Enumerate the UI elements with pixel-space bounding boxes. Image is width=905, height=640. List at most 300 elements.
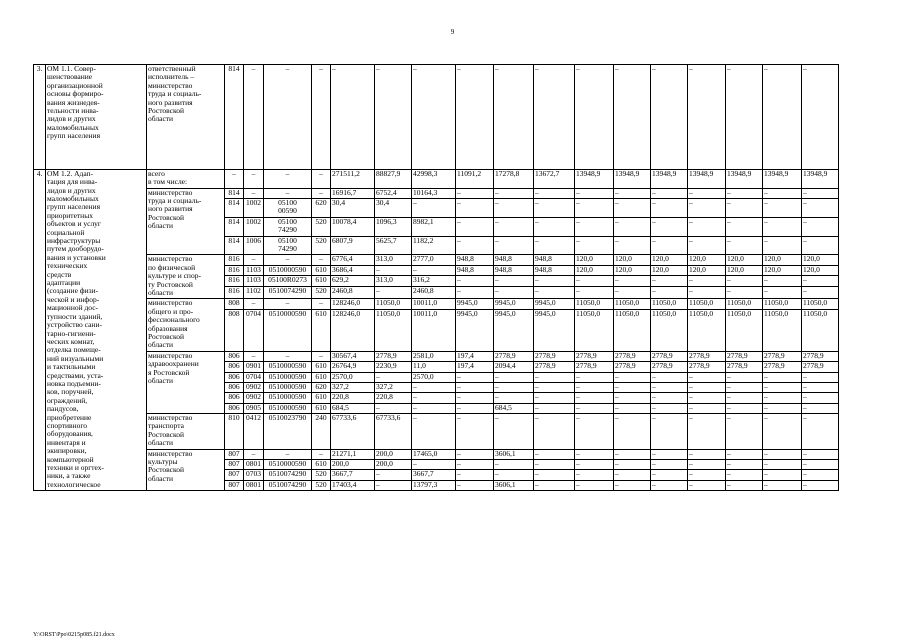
amount-cell: 128246,0 — [331, 309, 375, 351]
amount-cell: 88827,9 — [375, 169, 412, 188]
code-cell: 0510023790 — [264, 414, 312, 450]
amount-cell: – — [375, 372, 412, 382]
code-cell: 0703 — [244, 470, 264, 480]
executor-name: всего в том числе: — [147, 169, 225, 188]
code-cell: 816 — [225, 276, 244, 286]
amount-cell: 120,0 — [802, 265, 839, 275]
amount-cell: – — [575, 393, 614, 403]
amount-cell: – — [802, 382, 839, 392]
amount-cell: – — [614, 65, 651, 170]
amount-cell: 11050,0 — [375, 309, 412, 351]
amount-cell: 6752,4 — [375, 188, 412, 198]
amount-cell: 2778,9 — [802, 362, 839, 372]
amount-cell: 2778,9 — [534, 351, 575, 361]
code-cell: – — [264, 188, 312, 198]
amount-cell: – — [726, 470, 763, 480]
table-row — [34, 65, 876, 170]
amount-cell: – — [575, 470, 614, 480]
amount-cell: – — [494, 414, 534, 450]
amount-cell: – — [802, 414, 839, 450]
amount-cell: 629,2 — [331, 276, 375, 286]
code-cell: 806 — [225, 372, 244, 382]
amount-cell: 120,0 — [651, 255, 688, 265]
amount-cell: 11050,0 — [763, 309, 802, 351]
amount-cell: – — [494, 393, 534, 403]
code-cell: 0801 — [244, 480, 264, 490]
amount-cell: 948,8 — [456, 255, 494, 265]
code-cell: 0510000590 — [264, 393, 312, 403]
amount-cell: – — [575, 449, 614, 459]
code-cell: 808 — [225, 299, 244, 309]
code-cell: 520 — [312, 217, 331, 236]
amount-cell: – — [331, 65, 375, 170]
amount-cell: – — [575, 188, 614, 198]
amount-cell: – — [494, 460, 534, 470]
amount-cell: – — [763, 393, 802, 403]
table-row — [34, 188, 876, 198]
amount-cell: – — [688, 449, 726, 459]
amount-cell: 11050,0 — [651, 309, 688, 351]
amount-cell: – — [802, 372, 839, 382]
code-cell: 0704 — [244, 372, 264, 382]
amount-cell: – — [456, 236, 494, 255]
amount-cell: 2778,9 — [763, 351, 802, 361]
amount-cell: – — [375, 286, 412, 299]
amount-cell: – — [456, 393, 494, 403]
code-cell: 807 — [225, 470, 244, 480]
amount-cell: – — [726, 460, 763, 470]
code-cell: 1006 — [244, 236, 264, 255]
amount-cell: – — [802, 198, 839, 217]
code-cell: 806 — [225, 362, 244, 372]
amount-cell: 13948,9 — [614, 169, 651, 188]
amount-cell: 9945,0 — [456, 309, 494, 351]
amount-cell: – — [375, 265, 412, 275]
amount-cell: 2570,0 — [412, 372, 456, 382]
code-cell: 610 — [312, 265, 331, 275]
code-cell: 810 — [225, 414, 244, 450]
code-cell: 620 — [312, 198, 331, 217]
amount-cell: – — [575, 198, 614, 217]
amount-cell: – — [688, 65, 726, 170]
amount-cell: 313,0 — [375, 276, 412, 286]
code-cell: 610 — [312, 372, 331, 382]
amount-cell: – — [534, 276, 575, 286]
measure-name: ОМ 1.1. Совер- шенствование организационной основы формиро- вания жизнедея- тельности инва- лидов и других маломобильных групп населения — [46, 65, 147, 170]
amount-cell: 3606,1 — [494, 449, 534, 459]
amount-cell: 67733,6 — [375, 414, 412, 450]
code-cell: 806 — [225, 393, 244, 403]
amount-cell: – — [688, 393, 726, 403]
row-number: 4. — [34, 169, 46, 490]
amount-cell: 684,5 — [331, 403, 375, 413]
amount-cell: – — [763, 188, 802, 198]
executor-name: министерство культуры Ростовской области — [147, 449, 225, 491]
amount-cell: – — [534, 393, 575, 403]
amount-cell: – — [575, 480, 614, 490]
amount-cell: 327,2 — [375, 382, 412, 392]
amount-cell: 120,0 — [726, 265, 763, 275]
code-cell: 0510000590 — [264, 403, 312, 413]
code-cell: – — [312, 255, 331, 265]
amount-cell: – — [651, 393, 688, 403]
amount-cell: – — [534, 382, 575, 392]
amount-cell: – — [534, 198, 575, 217]
amount-cell: – — [802, 188, 839, 198]
amount-cell: – — [534, 65, 575, 170]
amount-cell: – — [456, 188, 494, 198]
code-cell: 0801 — [244, 460, 264, 470]
amount-cell: 13672,7 — [534, 169, 575, 188]
code-cell: – — [244, 351, 264, 361]
amount-cell: 2778,9 — [494, 351, 534, 361]
amount-cell: – — [614, 382, 651, 392]
amount-cell: 327,2 — [331, 382, 375, 392]
amount-cell: – — [651, 372, 688, 382]
amount-cell: – — [726, 403, 763, 413]
code-cell: 816 — [225, 286, 244, 299]
amount-cell: 10164,3 — [412, 188, 456, 198]
amount-cell: – — [802, 236, 839, 255]
code-cell: – — [244, 169, 264, 188]
amount-cell: 313,0 — [375, 255, 412, 265]
amount-cell: 30,4 — [375, 198, 412, 217]
amount-cell: 6776,4 — [331, 255, 375, 265]
code-cell: – — [312, 188, 331, 198]
code-cell: 0510074290 — [264, 480, 312, 490]
amount-cell: – — [375, 65, 412, 170]
table-body — [34, 65, 876, 491]
amount-cell: – — [614, 372, 651, 382]
code-cell: – — [244, 65, 264, 170]
amount-cell: – — [456, 276, 494, 286]
code-cell: 1002 — [244, 198, 264, 217]
amount-cell: 13948,9 — [802, 169, 839, 188]
code-cell: 0901 — [244, 362, 264, 372]
code-cell: 0510000590 — [264, 362, 312, 372]
amount-cell: – — [575, 236, 614, 255]
amount-cell: 120,0 — [726, 255, 763, 265]
code-cell: 0510000590 — [264, 382, 312, 392]
row-number: 3. — [34, 65, 46, 170]
amount-cell: 197,4 — [456, 351, 494, 361]
code-cell: 05100 00590 — [264, 198, 312, 217]
amount-cell: – — [412, 403, 456, 413]
amount-cell: – — [456, 470, 494, 480]
amount-cell: 120,0 — [614, 255, 651, 265]
amount-cell: – — [688, 188, 726, 198]
amount-cell: – — [726, 414, 763, 450]
amount-cell: 2778,9 — [375, 351, 412, 361]
code-cell: – — [312, 169, 331, 188]
amount-cell: – — [726, 382, 763, 392]
amount-cell: – — [651, 403, 688, 413]
amount-cell: 13948,9 — [726, 169, 763, 188]
amount-cell: 13797,3 — [412, 480, 456, 490]
amount-cell: 120,0 — [763, 265, 802, 275]
amount-cell: – — [651, 65, 688, 170]
amount-cell: – — [614, 188, 651, 198]
amount-cell: – — [614, 460, 651, 470]
code-cell: – — [264, 449, 312, 459]
amount-cell: 2094,4 — [494, 362, 534, 372]
amount-cell: 17403,4 — [331, 480, 375, 490]
amount-cell: – — [802, 403, 839, 413]
executor-name: министерство общего и про- фессионального образования Ростовской области — [147, 299, 225, 351]
code-cell: 610 — [312, 460, 331, 470]
footer-file-path: Y:\ORST\Ppo\0215p085.f21.docx — [33, 632, 115, 638]
amount-cell: 3606,1 — [494, 480, 534, 490]
amount-cell: – — [688, 460, 726, 470]
amount-cell: 2778,9 — [688, 351, 726, 361]
amount-cell: – — [651, 198, 688, 217]
amount-cell: – — [802, 470, 839, 480]
amount-cell: – — [534, 236, 575, 255]
amount-cell: – — [726, 372, 763, 382]
amount-cell: 13948,9 — [688, 169, 726, 188]
amount-cell: – — [412, 198, 456, 217]
code-cell: 0412 — [244, 414, 264, 450]
amount-cell: 120,0 — [688, 255, 726, 265]
amount-cell: – — [375, 403, 412, 413]
amount-cell: 11050,0 — [688, 309, 726, 351]
code-cell: 610 — [312, 393, 331, 403]
amount-cell: 13948,9 — [763, 169, 802, 188]
amount-cell: 2460,8 — [331, 286, 375, 299]
amount-cell: – — [651, 480, 688, 490]
code-cell: 808 — [225, 309, 244, 351]
amount-cell: – — [575, 460, 614, 470]
amount-cell: – — [456, 286, 494, 299]
amount-cell: – — [494, 198, 534, 217]
amount-cell: – — [375, 480, 412, 490]
executor-name: министерство здравоохранени я Ростовской области — [147, 351, 225, 413]
amount-cell: – — [412, 265, 456, 275]
amount-cell: 17278,8 — [494, 169, 534, 188]
amount-cell: – — [456, 382, 494, 392]
amount-cell: – — [763, 382, 802, 392]
amount-cell: – — [651, 460, 688, 470]
amount-cell: 9945,0 — [494, 299, 534, 309]
code-cell: 1103 — [244, 265, 264, 275]
code-cell: – — [264, 255, 312, 265]
code-cell: 05100 74290 — [264, 217, 312, 236]
amount-cell: 197,4 — [456, 362, 494, 372]
amount-cell: – — [534, 286, 575, 299]
amount-cell: 948,8 — [494, 265, 534, 275]
amount-cell: – — [494, 286, 534, 299]
code-cell: 0902 — [244, 393, 264, 403]
amount-cell: 271511,2 — [331, 169, 375, 188]
amount-cell: – — [688, 236, 726, 255]
table-row — [34, 299, 876, 309]
amount-cell: – — [726, 449, 763, 459]
amount-cell: – — [688, 403, 726, 413]
code-cell: – — [264, 299, 312, 309]
amount-cell: 2778,9 — [763, 362, 802, 372]
code-cell: 806 — [225, 351, 244, 361]
amount-cell: 9945,0 — [534, 299, 575, 309]
code-cell: 610 — [312, 309, 331, 351]
amount-cell: – — [534, 414, 575, 450]
amount-cell: – — [763, 236, 802, 255]
amount-cell: – — [494, 276, 534, 286]
amount-cell: – — [575, 372, 614, 382]
amount-cell: – — [763, 198, 802, 217]
amount-cell: 948,8 — [456, 265, 494, 275]
executor-name: министерство труда и социаль- ного развития Ростовской области — [147, 188, 225, 255]
amount-cell: 2460,8 — [412, 286, 456, 299]
code-cell: – — [312, 351, 331, 361]
amount-cell: 21271,1 — [331, 449, 375, 459]
amount-cell: – — [534, 470, 575, 480]
amount-cell: 9945,0 — [494, 309, 534, 351]
amount-cell: 2778,9 — [726, 362, 763, 372]
amount-cell: – — [575, 65, 614, 170]
amount-cell: 10078,4 — [331, 217, 375, 236]
amount-cell: – — [802, 276, 839, 286]
amount-cell: 3686,4 — [331, 265, 375, 275]
amount-cell: – — [802, 286, 839, 299]
amount-cell: – — [412, 382, 456, 392]
amount-cell: 30,4 — [331, 198, 375, 217]
code-cell: 1103 — [244, 276, 264, 286]
amount-cell: – — [575, 414, 614, 450]
amount-cell: 10011,0 — [412, 309, 456, 351]
amount-cell: – — [456, 449, 494, 459]
amount-cell: 11050,0 — [802, 299, 839, 309]
code-cell: 814 — [225, 188, 244, 198]
amount-cell: 11050,0 — [802, 309, 839, 351]
amount-cell: 3667,7 — [331, 470, 375, 480]
measure-name: ОМ 1.2. Адап- тация для инва- лидов и других маломобильных групп населения приоритетных объектов и услуг социальной инфраструктуры путем дооборудо- вания и установки технических средств адаптации (создание физи- ческой и инфор- мационной дос- тупности зданий, устройство сани- тарно-гигиени- ческих комнат, отделка помеще- ний визуальными и тактильными средствами, уста- новка подъемни- ков, поручней, ограждений, пандусов, приобретение спортивного оборудования, инвентаря и экипировки, компьютерной техники и оргтех- ники, а также технологическое — [46, 169, 147, 490]
code-cell: 0510074290 — [264, 286, 312, 299]
amount-cell: – — [763, 372, 802, 382]
code-cell: 240 — [312, 414, 331, 450]
amount-cell: – — [802, 449, 839, 459]
amount-cell: 2230,9 — [375, 362, 412, 372]
code-cell: 0510000590 — [264, 372, 312, 382]
amount-cell: 11050,0 — [763, 299, 802, 309]
code-cell: 620 — [312, 382, 331, 392]
amount-cell: 17465,0 — [412, 449, 456, 459]
amount-cell: 200,0 — [331, 460, 375, 470]
amount-cell: – — [688, 286, 726, 299]
code-cell: 816 — [225, 265, 244, 275]
table-row — [34, 414, 876, 450]
budget-table — [33, 64, 876, 491]
amount-cell: 11,0 — [412, 362, 456, 372]
amount-cell: – — [763, 414, 802, 450]
amount-cell: 220,8 — [331, 393, 375, 403]
amount-cell: 11050,0 — [614, 309, 651, 351]
amount-cell: – — [763, 449, 802, 459]
code-cell: 814 — [225, 217, 244, 236]
amount-cell: – — [726, 393, 763, 403]
amount-cell: 11050,0 — [726, 299, 763, 309]
amount-cell: – — [688, 372, 726, 382]
amount-cell: 9945,0 — [534, 309, 575, 351]
amount-cell: – — [614, 236, 651, 255]
amount-cell: – — [534, 403, 575, 413]
amount-cell: – — [614, 286, 651, 299]
amount-cell: – — [375, 470, 412, 480]
code-cell: 520 — [312, 236, 331, 255]
code-cell: 807 — [225, 449, 244, 459]
amount-cell: – — [763, 217, 802, 236]
code-cell: – — [244, 299, 264, 309]
amount-cell: – — [494, 236, 534, 255]
amount-cell: – — [534, 188, 575, 198]
amount-cell: – — [534, 460, 575, 470]
amount-cell: – — [763, 460, 802, 470]
amount-cell: – — [456, 198, 494, 217]
amount-cell: – — [614, 480, 651, 490]
amount-cell: 2581,0 — [412, 351, 456, 361]
executor-name: министерство транспорта Ростовской области — [147, 414, 225, 450]
code-cell: 0510074290 — [264, 470, 312, 480]
code-cell: 610 — [312, 403, 331, 413]
amount-cell: – — [494, 382, 534, 392]
amount-cell: – — [494, 470, 534, 480]
amount-cell: 11050,0 — [726, 309, 763, 351]
code-cell: 807 — [225, 480, 244, 490]
code-cell: 520 — [312, 286, 331, 299]
amount-cell: – — [726, 188, 763, 198]
amount-cell: – — [494, 188, 534, 198]
code-cell: 1002 — [244, 217, 264, 236]
amount-cell: 2778,9 — [575, 362, 614, 372]
code-cell: – — [312, 449, 331, 459]
amount-cell: 11050,0 — [651, 299, 688, 309]
amount-cell: – — [456, 414, 494, 450]
amount-cell: – — [614, 449, 651, 459]
amount-cell: – — [412, 393, 456, 403]
amount-cell: – — [651, 276, 688, 286]
amount-cell: – — [651, 236, 688, 255]
code-cell: – — [312, 299, 331, 309]
amount-cell: – — [763, 286, 802, 299]
amount-cell: – — [614, 393, 651, 403]
page-number: 9 — [450, 28, 455, 36]
amount-cell: – — [456, 480, 494, 490]
amount-cell: 9945,0 — [456, 299, 494, 309]
code-cell: 0510000590 — [264, 460, 312, 470]
amount-cell: 2778,9 — [614, 362, 651, 372]
amount-cell: – — [456, 460, 494, 470]
amount-cell: 6807,9 — [331, 236, 375, 255]
table-row — [34, 351, 876, 361]
amount-cell: – — [494, 372, 534, 382]
amount-cell: 2778,9 — [802, 351, 839, 361]
amount-cell: – — [726, 65, 763, 170]
amount-cell: – — [412, 65, 456, 170]
code-cell: 610 — [312, 362, 331, 372]
code-cell: 816 — [225, 255, 244, 265]
amount-cell: – — [575, 286, 614, 299]
amount-cell: – — [651, 188, 688, 198]
amount-cell: 67733,6 — [331, 414, 375, 450]
code-cell: 814 — [225, 65, 244, 170]
code-cell: – — [225, 169, 244, 188]
amount-cell: – — [688, 276, 726, 286]
amount-cell: 120,0 — [763, 255, 802, 265]
amount-cell: – — [802, 217, 839, 236]
amount-cell: 10011,0 — [412, 299, 456, 309]
amount-cell: 3667,7 — [412, 470, 456, 480]
amount-cell: – — [651, 382, 688, 392]
code-cell: – — [264, 65, 312, 170]
